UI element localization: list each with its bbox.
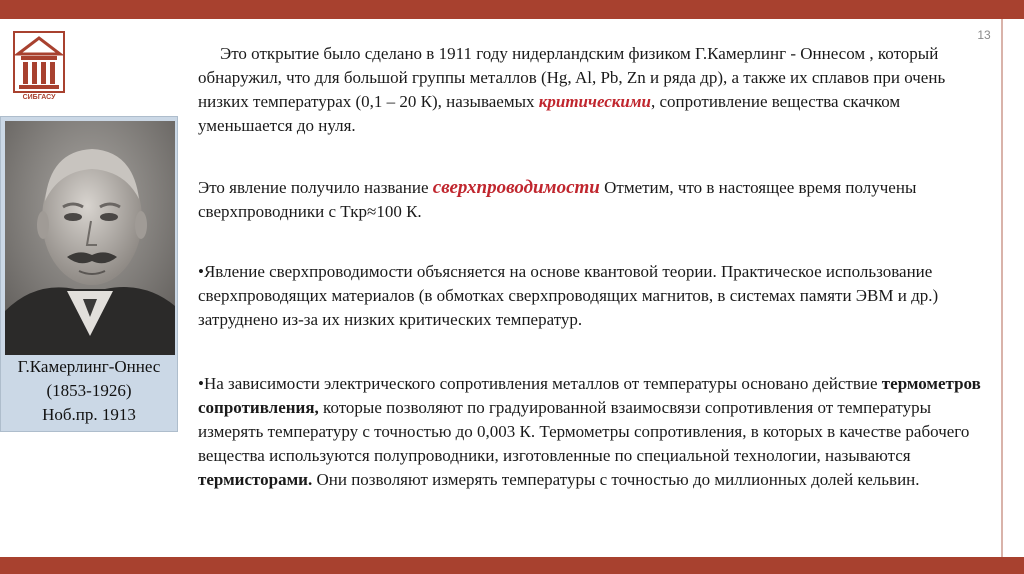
page-number: 13 — [977, 28, 991, 42]
paragraph-superconductivity — [198, 176, 998, 224]
paragraph-2-text-b: Отметим, что в настоящее время получены сверхпроводники с Ткр≈100 К. — [198, 178, 917, 221]
term-resistance-thermometers: термометров сопротивления, — [198, 374, 981, 417]
top-accent-bar — [0, 0, 1024, 19]
term-thermistors: термисторами. — [198, 470, 313, 489]
paragraph-quantum-theory — [198, 260, 998, 332]
paragraph-4-text-c: Они позволяют измерять температуры с точностью до миллионных долей кельвин. — [312, 470, 920, 489]
paragraph-4-text-b: которые позволяют по градуированной взаимосвязи сопротивления от температуры измерять температуру с точностью до 0,003 К. Термометры сопротивления, в которых в качестве рабочего вещества используются полупроводники, изготовленные по специальной технологии, называются — [198, 398, 970, 465]
right-divider — [1001, 19, 1003, 557]
portrait-photo-icon — [5, 121, 175, 355]
term-superconductivity: сверхпроводимости — [432, 177, 600, 198]
paragraph-discovery — [198, 42, 998, 138]
paragraph-1-text-a: Это открытие было сделано в 1911 году нидерландским физиком Г.Камерлинг - Оннесом , который обнаружил, что для большой группы металлов (Hg, Al, Pb, Zn и ряда др), а также их сплавов при очень низких температурах (0,1 – 20 К), называемых — [198, 44, 946, 111]
portrait-caption — [1, 355, 177, 427]
caption-name: Г.Камерлинг-Оннес — [17, 357, 161, 376]
paragraph-1-text-b: , сопротивление вещества скачком уменьшается до нуля. — [198, 92, 901, 135]
paragraph-4-text-a: •На зависимости электрического сопротивления металлов от температуры основано действие — [198, 374, 882, 393]
term-critical: критическими — [538, 92, 651, 111]
paragraph-thermometers — [198, 372, 998, 492]
caption-years: (1853-1926) — [46, 381, 132, 400]
portrait-panel — [0, 116, 178, 432]
portrait-photo — [5, 121, 175, 355]
university-building-logo-icon — [12, 30, 66, 94]
university-logo — [12, 30, 66, 110]
caption-prize: Ноб.пр. 1913 — [42, 405, 136, 424]
logo-text: СИБГАСУ — [22, 94, 56, 101]
paragraph-3-text: •Явление сверхпроводимости объясняется на основе квантовой теории. Практическое использование сверхпроводящих материалов (в обмотках сверхпроводящих магнитов, в системах памяти ЭВМ и др.) затруднено из-за их низких критических температур. — [198, 262, 939, 329]
paragraph-2-text-a: Это явление получило название — [198, 178, 433, 197]
bottom-accent-bar — [0, 557, 1024, 574]
